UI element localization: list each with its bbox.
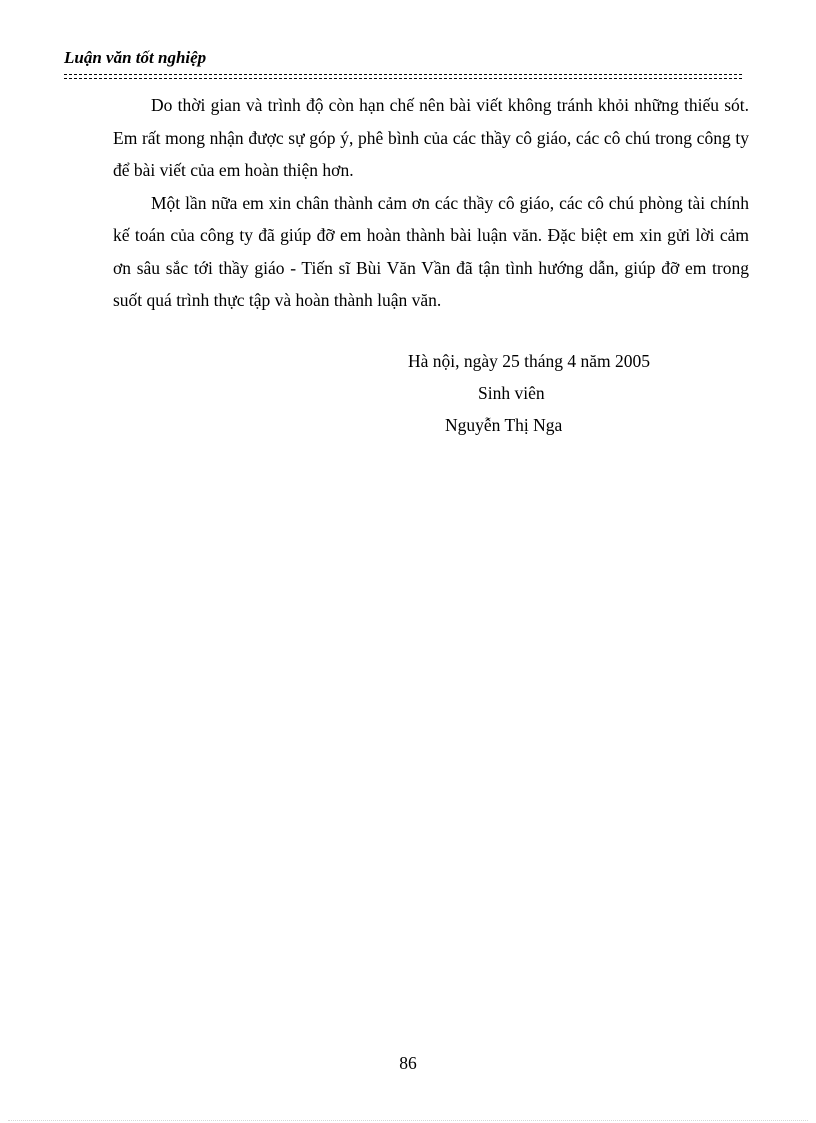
body-text	[113, 89, 749, 317]
header-rule-top	[64, 74, 742, 75]
signature-block	[396, 345, 696, 441]
header-double-rule	[64, 74, 742, 81]
running-header-title: Luận văn tốt nghiệp	[64, 48, 207, 67]
page-bottom-border	[8, 1120, 808, 1121]
signature-name: Nguyễn Thị Nga	[445, 415, 563, 435]
page-number: 86	[399, 1053, 417, 1073]
signature-date: Hà nội, ngày 25 tháng 4 năm 2005	[408, 351, 651, 371]
signature-role: Sinh viên	[478, 383, 545, 403]
paragraph-limitations: Do thời gian và trình độ còn hạn chế nên bài viết không tránh khỏi những thiếu sót. Em rất mong nhận được sự góp ý, phê bình của các thầy cô giáo, các cô chú trong công ty để bài viết của em hoàn thiện hơn.	[113, 95, 749, 180]
paragraph-acknowledgement: Một lần nữa em xin chân thành cảm ơn các thầy cô giáo, các cô chú phòng tài chính kế toán của công ty đã giúp đỡ em hoàn thành bài luận văn. Đặc biệt em xin gửi lời cảm ơn sâu sắc tới thầy giáo - Tiến sĩ Bùi Văn Vần đã tận tình hướng dẫn, giúp đỡ em trong suốt quá trình thực tập và hoàn thành luận văn.	[113, 192, 749, 310]
header-rule-bottom	[64, 78, 742, 79]
